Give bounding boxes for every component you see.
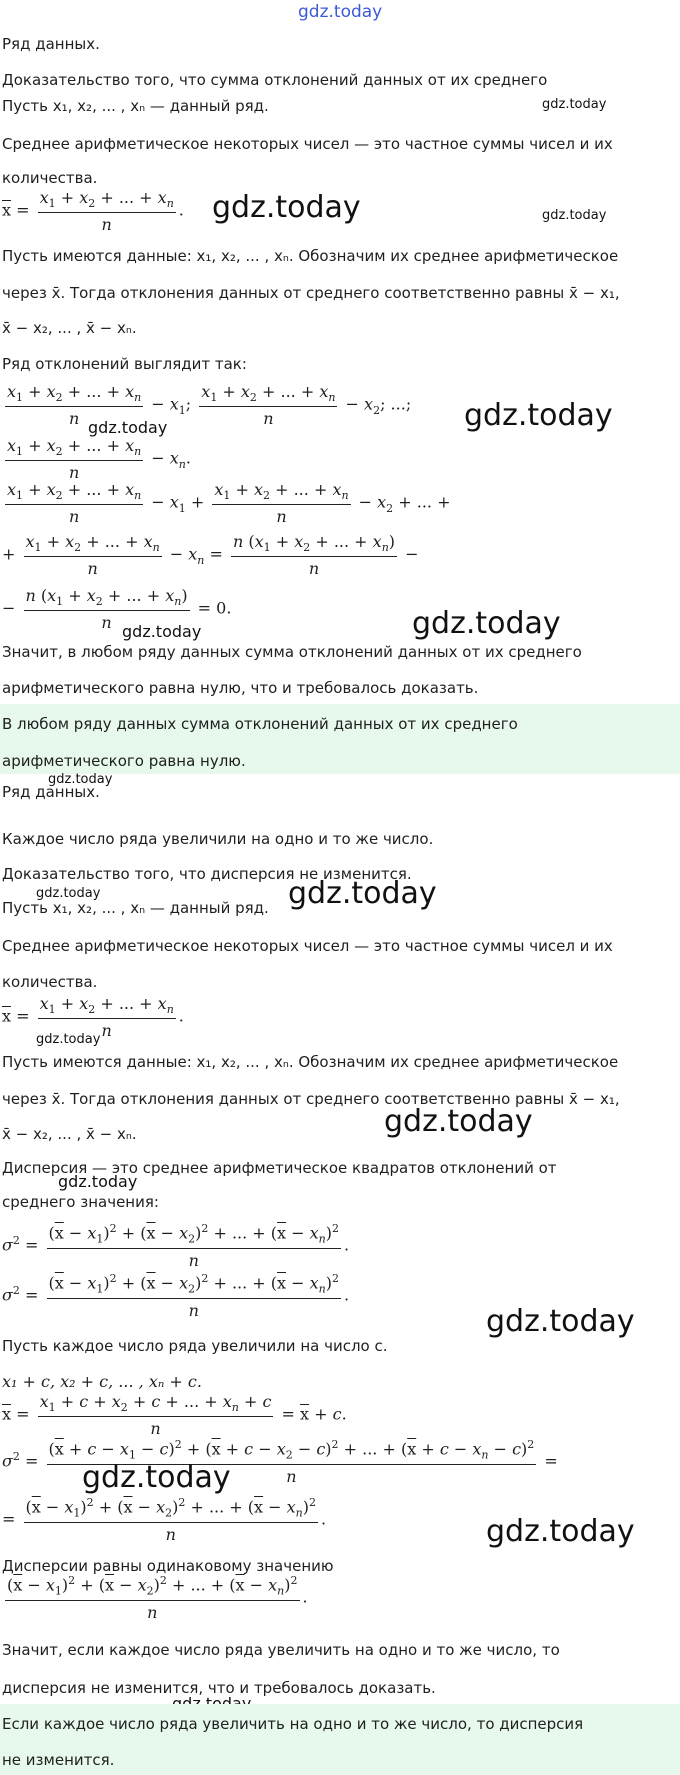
watermark: gdz.today bbox=[122, 622, 202, 641]
block2-data-2: через x̄. Тогда отклонения данных от среднего соответственно равны x̄ − x₁, bbox=[2, 1090, 620, 1108]
watermark: gdz.today bbox=[48, 772, 113, 787]
block1-conclusion-1: Значит, в любом ряду данных сумма отклонений данных от их среднего bbox=[2, 643, 582, 661]
block2-condition: Каждое число ряда увеличили на одно и то же число. bbox=[2, 830, 434, 848]
block2-equal-label: Дисперсии равны одинаковому значению bbox=[2, 1557, 334, 1575]
watermark: gdz.today bbox=[88, 418, 168, 437]
block2-answer-1: Если каждое число ряда увеличить на одно и то же число, то дисперсия bbox=[2, 1715, 584, 1733]
block2-mean-def-2: количества. bbox=[2, 973, 98, 991]
watermark: gdz.today bbox=[464, 398, 613, 433]
watermark: gdz.today bbox=[288, 876, 437, 911]
block1-series-label: Ряд отклонений выглядит так: bbox=[2, 355, 247, 373]
mean-formula-2: $\overline{x}$ = $\frac{x_1 + x_2 + ... + x_n}{n}$ . bbox=[2, 994, 184, 1041]
block2-let-series: Пусть x₁, x₂, ... , xₙ — данный ряд. bbox=[2, 899, 269, 917]
shifted-mean-formula: $\overline{x}$ = $\frac{x_1 + c + x_2 + c + ... + x_n + c}{n}$ = $\overline{x} + c$. bbox=[2, 1392, 347, 1439]
watermark-header: gdz.today bbox=[298, 2, 383, 22]
block1-answer-1: В любом ряду данных сумма отклонений данных от их среднего bbox=[2, 715, 518, 733]
block1-answer-2: арифметического равна нулю. bbox=[2, 752, 246, 770]
sum-formula-line2: + $\frac{x_1 + x_2 + ... + x_n}{n}$ − $x_n$ = $\frac{n (x_1 + x_2 + ... + x_n)}{n}$ − bbox=[2, 532, 419, 579]
watermark: gdz.today bbox=[212, 190, 361, 225]
watermark: gdz.today bbox=[36, 886, 101, 901]
watermark: gdz.today bbox=[384, 1104, 533, 1139]
sum-formula-line3: − $\frac{n (x_1 + x_2 + ... + x_n)}{n}$ = 0. bbox=[2, 586, 232, 633]
block1-mean-def-1: Среднее арифметическое некоторых чисел — это частное суммы чисел и их bbox=[2, 135, 613, 153]
block1-task: Доказательство того, что сумма отклонений данных от их среднего bbox=[2, 71, 548, 89]
shifted-variance-formula: $\sigma^2$ = $(\overline{x} + c - x_1 - c)^2 + (\overline{x} + c - x_2 - c)^2$ + ... + $(\overline{x} + c - x_n - c)^2$ n = bbox=[2, 1438, 558, 1486]
block2-variance-def-2: среднего значения: bbox=[2, 1193, 159, 1211]
variance-formula-1: $\sigma^2$ = $\frac{(\overline{x} - x_1)^2 + (\overline{x} - x_2)^2 + ... + (\overline{x} - x_n)^2}{n}$ . bbox=[2, 1222, 350, 1270]
block1-let-series: Пусть x₁, x₂, ... , xₙ — данный ряд. bbox=[2, 97, 269, 115]
deviation-series-formula: $\frac{x_1 + x_2 + ... + x_n}{n}$ − $x_1$; $\frac{x_1 + x_2 + ... + x_n}{n}$ − $x_2$; ...; bbox=[7, 382, 412, 429]
block1-data-2: через x̄. Тогда отклонения данных от среднего соответственно равны x̄ − x₁, bbox=[2, 284, 620, 302]
sum-formula-line1: $\frac{x_1 + x_2 + ... + x_n}{n}$ − $x_1$ + $\frac{x_1 + x_2 + ... + x_n}{n}$ − $x_2$ + ... + bbox=[7, 480, 451, 527]
block2-increase: Пусть каждое число ряда увеличили на число c. bbox=[2, 1337, 388, 1355]
block2-mean-def-1: Среднее арифметическое некоторых чисел — это частное суммы чисел и их bbox=[2, 937, 613, 955]
block2-answer-box bbox=[0, 1704, 680, 1775]
block2-variance-def-1: Дисперсия — это среднее арифметическое квадратов отклонений от bbox=[2, 1159, 557, 1177]
deviation-last-formula: $\frac{x_1 + x_2 + ... + x_n}{n}$ − $x_n$. bbox=[7, 436, 191, 483]
block1-title: Ряд данных. bbox=[2, 35, 100, 53]
block1-data-1: Пусть имеются данные: x₁, x₂, ... , xₙ. Обозначим их среднее арифметическое bbox=[2, 247, 619, 265]
block1-conclusion-2: арифметического равна нулю, что и требовалось доказать. bbox=[2, 679, 479, 697]
block2-task: Доказательство того, что дисперсия не изменится. bbox=[2, 865, 412, 883]
variance-formula-2: $\sigma^2$ = $\frac{(\overline{x} - x_1)^2 + (\overline{x} - x_2)^2 + ... + (\overline{x} - x_n)^2}{n}$ . bbox=[2, 1272, 350, 1320]
block2-conclusion-1: Значит, если каждое число ряда увеличить на одно и то же число, то bbox=[2, 1641, 560, 1659]
block1-answer-box bbox=[0, 704, 680, 774]
block2-answer-2: не изменится. bbox=[2, 1751, 115, 1769]
watermark: gdz.today bbox=[486, 1514, 635, 1549]
watermark: gdz.today bbox=[82, 1460, 231, 1495]
watermark: gdz.today bbox=[58, 1172, 138, 1191]
shifted-variance-result: = $\frac{(\overline{x} - x_1)^2 + (\overline{x} - x_2)^2 + ... + (\overline{x} - x_n)^2}{n}$ . bbox=[2, 1496, 327, 1544]
equal-variance-formula: $\frac{(\overline{x} - x_1)^2 + (\overline{x} - x_2)^2 + ... + (\overline{x} - x_n)^2}{n}$ . bbox=[7, 1574, 308, 1622]
block2-conclusion-2: дисперсия не изменится, что и требовалось доказать. bbox=[2, 1679, 436, 1697]
block1-mean-def-2: количества. bbox=[2, 169, 98, 187]
block2-data-3: x̄ − x₂, ... , x̄ − xₙ. bbox=[2, 1125, 137, 1143]
block2-data-1: Пусть имеются данные: x₁, x₂, ... , xₙ. Обозначим их среднее арифметическое bbox=[2, 1053, 619, 1071]
watermark: gdz.today bbox=[412, 606, 561, 641]
block1-data-3: x̄ − x₂, ... , x̄ − xₙ. bbox=[2, 319, 137, 337]
watermark: gdz.today bbox=[486, 1304, 635, 1339]
shifted-series: x₁ + c, x₂ + c, ... , xₙ + c. bbox=[2, 1372, 202, 1391]
block2-title: Ряд данных. bbox=[2, 783, 100, 801]
watermark: gdz.today bbox=[542, 97, 607, 112]
watermark: gdz.today bbox=[36, 1032, 101, 1047]
watermark: gdz.today bbox=[542, 208, 607, 223]
mean-formula: $\overline{x}$ = $\frac{x_1 + x_2 + ... + x_n}{n}$ . bbox=[2, 188, 184, 235]
